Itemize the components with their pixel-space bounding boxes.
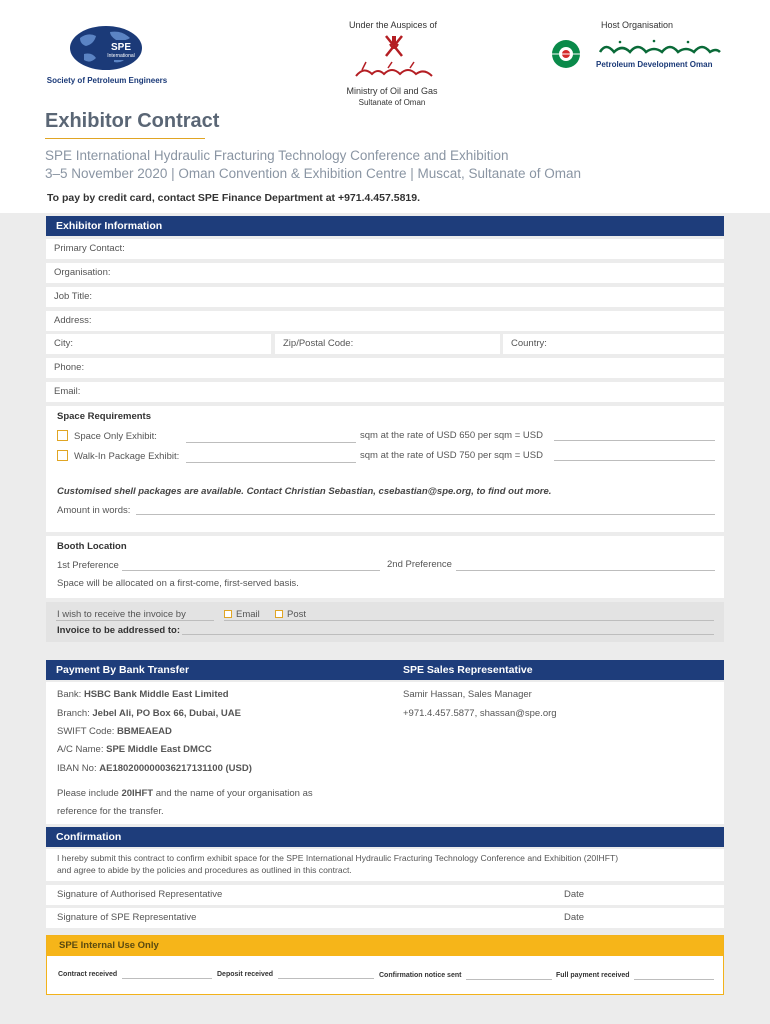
country-field[interactable]: Country:: [503, 334, 724, 354]
spe-logo-subtext: International: [107, 53, 135, 59]
city-field[interactable]: City:: [46, 334, 271, 354]
ministry-emblem: [348, 32, 440, 86]
authorised-signature-field[interactable]: [46, 885, 724, 905]
contract-received-label: Contract received: [58, 971, 118, 978]
phone-field[interactable]: Phone:: [46, 358, 724, 378]
invoice-delivery-line: [56, 620, 214, 621]
space-only-label: Space Only Exhibit:: [74, 431, 157, 442]
ministry-name: Ministry of Oil and Gas: [346, 86, 438, 96]
spe-logo-text: SPE: [110, 42, 132, 53]
exhibitor-info-header: Exhibitor Information: [46, 216, 724, 236]
invoice-delivery-label: I wish to receive the invoice by: [57, 609, 186, 620]
reference-code: 20IHFT: [121, 788, 154, 799]
first-preference-label: 1st Preference: [57, 560, 119, 571]
event-name: SPE International Hydraulic Fracturing Technology Conference and Exhibition: [45, 148, 509, 163]
invoice-post-label: Post: [287, 609, 307, 620]
spe-signature-label: Signature of SPE Representative: [57, 912, 197, 923]
spe-signature-field[interactable]: [46, 908, 724, 928]
spe-date-label: Date: [564, 912, 585, 923]
authorised-signature-label: Signature of Authorised Representative: [57, 889, 223, 900]
branch-label: Branch:: [57, 708, 93, 719]
pdo-caption: Petroleum Development Oman: [596, 60, 713, 69]
sales-rep-contact: +971.4.457.5877, shassan@spe.org: [403, 708, 557, 719]
bank-value: HSBC Bank Middle East Limited: [83, 689, 229, 700]
swift-line: [57, 726, 172, 737]
auspices-label: Under the Auspices of: [348, 20, 438, 30]
branch-line: [57, 708, 241, 719]
authorised-date-label: Date: [564, 889, 585, 900]
space-only-amount-line[interactable]: [554, 440, 715, 441]
contract-received-line[interactable]: [122, 978, 212, 979]
invoice-email-label: Email: [236, 609, 260, 620]
custom-shell-note: Customised shell packages are available. Contact Christian Sebastian, csebastian@spe.org, to find out more.: [57, 486, 552, 497]
swift-value: BBMEAEAD: [117, 726, 172, 737]
primary-contact-field[interactable]: Primary Contact:: [46, 239, 724, 259]
job-title-field[interactable]: Job Title:: [46, 287, 724, 307]
ministry-country: Sultanate of Oman: [358, 98, 426, 107]
bank-line: [57, 689, 229, 700]
confirmation-sent-label: Confirmation notice sent: [379, 972, 462, 979]
allocation-note: Space will be allocated on a first-come, first-served basis.: [57, 578, 299, 589]
credit-card-note: To pay by credit card, contact SPE Finance Department at +971.4.457.5819.: [47, 192, 421, 204]
bank-label: Bank:: [57, 689, 84, 700]
walk-in-sqm-line[interactable]: [186, 462, 356, 463]
space-only-sqm-line[interactable]: [186, 442, 356, 443]
second-preference-line[interactable]: [456, 570, 715, 571]
amount-in-words-line[interactable]: [136, 514, 715, 515]
spe-caption: Society of Petroleum Engineers: [46, 76, 168, 85]
space-only-rate: sqm at the rate of USD 650 per sqm = USD: [360, 430, 543, 441]
page-title: Exhibitor Contract: [45, 110, 220, 132]
sales-rep-header: SPE Sales Representative: [403, 664, 533, 676]
full-payment-line[interactable]: [634, 979, 714, 980]
walk-in-label: Walk-In Package Exhibit:: [74, 451, 180, 462]
iban-line: [57, 763, 252, 774]
invoice-post-checkbox[interactable]: [275, 610, 283, 618]
reference-text-1: Please include: [57, 788, 122, 799]
confirmation-text-1: I hereby submit this contract to confirm exhibit space for the SPE International Hydraulic Fracturing Technology Conference and Exhibition (20IHFT): [57, 853, 619, 863]
first-preference-line[interactable]: [122, 570, 380, 571]
reference-text-2: and the name of your organisation as: [153, 788, 313, 799]
iban-value: AE180200000036217131100 (USD): [99, 763, 252, 774]
invoice-options-line: [224, 620, 714, 621]
bank-transfer-heading: Payment By Bank Transfer: [56, 664, 190, 676]
walk-in-checkbox[interactable]: [57, 450, 68, 461]
deposit-received-line[interactable]: [278, 978, 374, 979]
confirmation-sent-line[interactable]: [466, 979, 552, 980]
deposit-received-label: Deposit received: [217, 971, 274, 978]
booth-location-heading: Booth Location: [57, 541, 127, 552]
reference-line-2: reference for the transfer.: [57, 806, 164, 817]
invoice-address-label: Invoice to be addressed to:: [57, 625, 180, 636]
pdo-logo: [548, 38, 584, 70]
organisation-field[interactable]: Organisation:: [46, 263, 724, 283]
internal-use-header: SPE Internal Use Only: [47, 936, 723, 956]
invoice-email-checkbox[interactable]: [224, 610, 232, 618]
invoice-box: [46, 602, 724, 642]
host-label: Host Organisation: [600, 20, 674, 30]
confirmation-header: Confirmation: [46, 827, 724, 847]
iban-label: IBAN No:: [57, 763, 100, 774]
invoice-address-line[interactable]: [182, 634, 714, 635]
email-field[interactable]: Email:: [46, 382, 724, 402]
confirmation-text-2: and agree to abide by the policies and procedures as outlined in this contract.: [57, 865, 352, 875]
title-divider: [45, 138, 205, 139]
second-preference-label: 2nd Preference: [387, 559, 452, 570]
swift-label: SWIFT Code:: [57, 726, 118, 737]
account-name-line: [57, 744, 212, 755]
address-field[interactable]: Address:: [46, 311, 724, 331]
event-details: 3–5 November 2020 | Oman Convention & Exhibition Centre | Muscat, Sultanate of Oman: [45, 166, 582, 181]
walk-in-rate: sqm at the rate of USD 750 per sqm = USD: [360, 450, 543, 461]
full-payment-label: Full payment received: [556, 972, 630, 979]
ministry-caption: [320, 86, 464, 108]
reference-line: [57, 788, 313, 799]
space-requirements-heading: Space Requirements: [57, 411, 151, 422]
account-name-value: SPE Middle East DMCC: [106, 744, 212, 755]
account-name-label: A/C Name:: [57, 744, 107, 755]
pdo-arabic-wordmark: [596, 36, 724, 60]
amount-in-words-label: Amount in words:: [57, 505, 131, 516]
zip-field[interactable]: Zip/Postal Code:: [275, 334, 500, 354]
walk-in-amount-line[interactable]: [554, 460, 715, 461]
space-only-checkbox[interactable]: [57, 430, 68, 441]
branch-value: Jebel Ali, PO Box 66, Dubai, UAE: [92, 708, 241, 719]
sales-rep-name: Samir Hassan, Sales Manager: [403, 689, 532, 700]
